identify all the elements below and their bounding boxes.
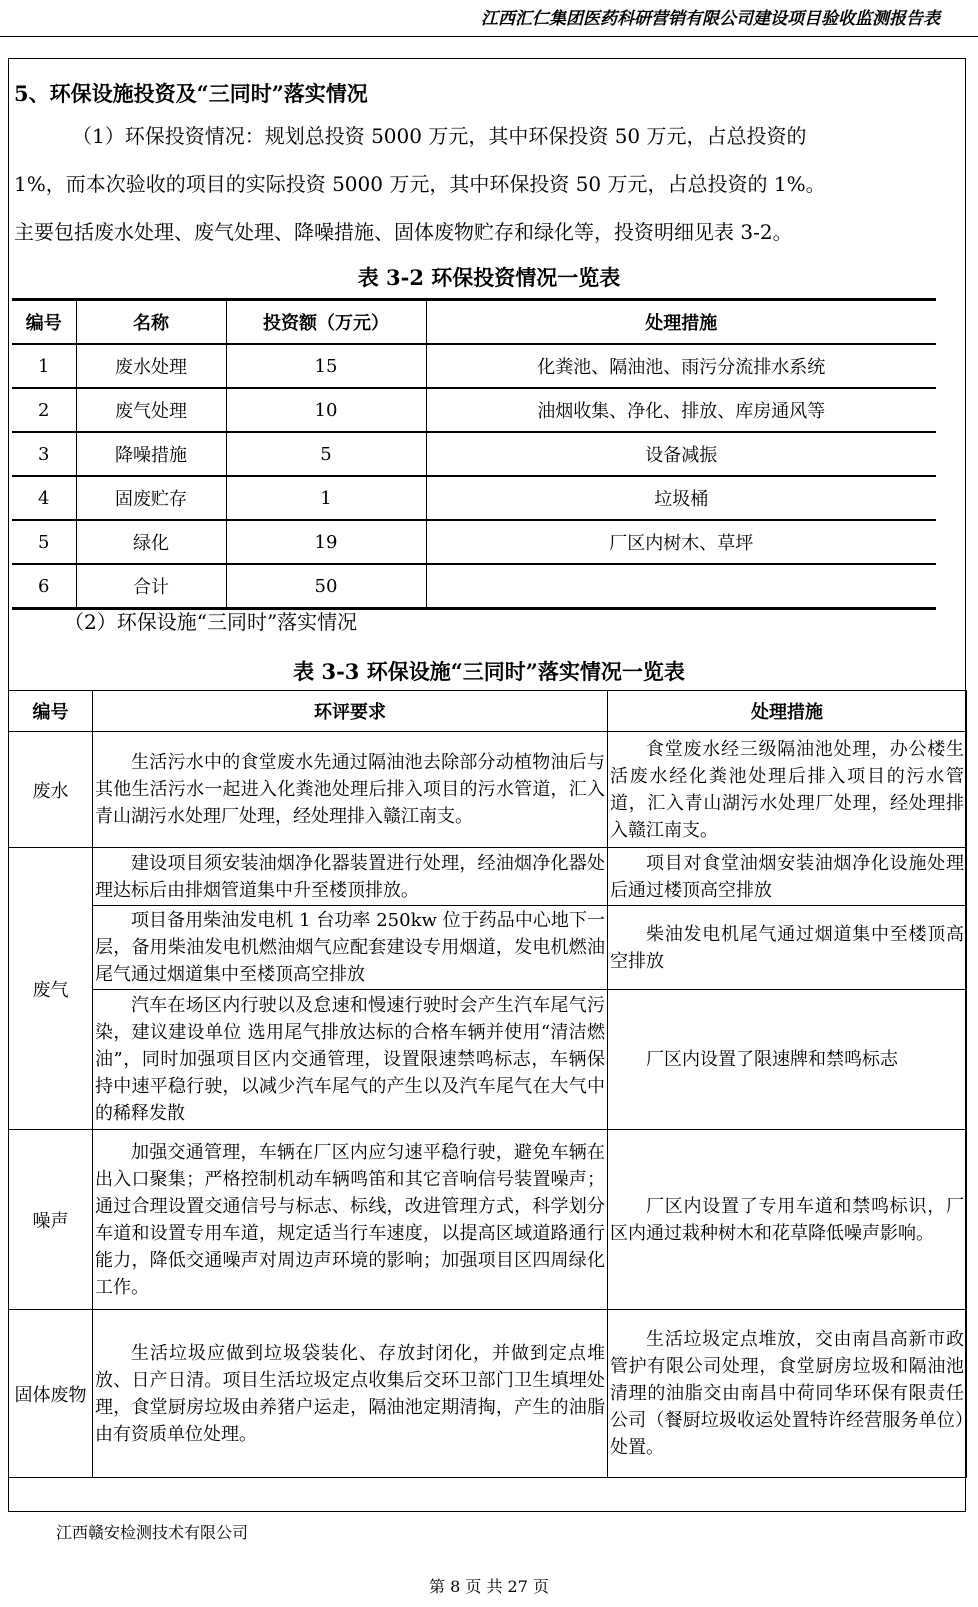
- report-header-title: 江西汇仁集团医药科研营销有限公司建设项目验收监测报告表: [481, 9, 940, 29]
- cell-measure: 厂区内树木、草坪: [426, 520, 936, 564]
- table-row: [9, 906, 967, 990]
- col-header-no: 编号: [9, 691, 93, 732]
- table-header-row: [9, 691, 967, 732]
- col-header-measure: 处理措施: [608, 691, 967, 732]
- cell-name: 合计: [76, 564, 226, 609]
- requirement-cell: 加强交通管理，车辆在厂区内应匀速平稳行驶，避免车辆在出入口聚集；严格控制机动车辆鸣笛和其它音响信号装置噪声；通过合理设置交通信号与标志、标线，改进管理方式，科学划分车道和设置专用车道，规定适当行车速度，以提高区域道路通行能力，降低交通噪声对周边声环境的影响；加强项目区四周绿化工作。: [93, 1130, 608, 1310]
- cell-amount: 19: [226, 520, 426, 564]
- table-row: [9, 1130, 967, 1310]
- cell-no: 4: [12, 476, 76, 520]
- col-header-name: 名称: [76, 300, 226, 345]
- measure-cell: 厂区内设置了专用车道和禁鸣标识，厂区内通过栽种树木和花草降低噪声影响。: [608, 1130, 967, 1310]
- cell-amount: 5: [226, 432, 426, 476]
- requirement-cell: 建设项目须安装油烟净化器装置进行处理，经油烟净化器处理达标后由排烟管道集中升至楼顶排放。: [93, 848, 608, 906]
- table-row: [12, 344, 936, 388]
- footer-company: 江西赣安检测技术有限公司: [56, 1523, 249, 1542]
- table-header-row: [12, 300, 936, 345]
- measure-cell: 食堂废水经三级隔油池处理，办公楼生活废水经化粪池处理后排入项目的污水管道，汇入青山湖污水处理厂处理，经处理排入赣江南支。: [608, 732, 967, 848]
- cell-amount: 50: [226, 564, 426, 609]
- header-rule: [0, 36, 978, 37]
- table-row: [12, 476, 936, 520]
- col-header-measure: 处理措施: [426, 300, 936, 345]
- table-row-total: [12, 564, 936, 609]
- measure-cell: 项目对食堂油烟安装油烟净化设施处理后通过楼顶高空排放: [608, 848, 967, 906]
- requirement-cell: 生活垃圾应做到垃圾袋装化、存放封闭化，并做到定点堆放、日产日清。项目生活垃圾定点收集后交环卫部门卫生填埋处理，食堂厨房垃圾由养猪户运走，隔油池定期清掏，产生的油脂由有资质单位处理。: [93, 1310, 608, 1478]
- col-header-requirement: 环评要求: [93, 691, 608, 732]
- cell-name: 降噪措施: [76, 432, 226, 476]
- investment-line-2: 1%，而本次验收的项目的实际投资 5000 万元，其中环保投资 50 万元，占总投资的 1%。: [14, 172, 826, 196]
- investment-table: [12, 298, 936, 610]
- cell-name: 绿化: [76, 520, 226, 564]
- col-header-no: 编号: [12, 300, 76, 345]
- table-row: [12, 432, 936, 476]
- cell-name: 废水处理: [76, 344, 226, 388]
- investment-line-3: 主要包括废水处理、废气处理、降噪措施、固体废物贮存和绿化等，投资明细见表 3-2。: [14, 220, 793, 244]
- category-cell: 废气: [9, 848, 93, 1130]
- table-row: [9, 848, 967, 906]
- table-3-2-caption: 表 3-2 环保投资情况一览表: [357, 265, 621, 290]
- cell-measure: [426, 564, 936, 609]
- cell-amount: 15: [226, 344, 426, 388]
- cell-no: 5: [12, 520, 76, 564]
- cell-name: 废气处理: [76, 388, 226, 432]
- requirement-cell: 项目备用柴油发电机 1 台功率 250kw 位于药品中心地下一层，备用柴油发电机燃油烟气应配套建设专用烟道，发电机燃油尾气通过烟道集中至楼顶高空排放: [93, 906, 608, 990]
- table-row: [12, 388, 936, 432]
- cell-measure: 油烟收集、净化、排放、库房通风等: [426, 388, 936, 432]
- three-simultaneous-heading: （2）环保设施“三同时”落实情况: [64, 610, 358, 634]
- table-row: [12, 520, 936, 564]
- category-cell: 固体废物: [9, 1310, 93, 1478]
- cell-no: 6: [12, 564, 76, 609]
- cell-no: 3: [12, 432, 76, 476]
- page-number: 第 8 页 共 27 页: [429, 1577, 549, 1596]
- investment-line-1: （1）环保投资情况：规划总投资 5000 万元，其中环保投资 50 万元，占总投资的: [72, 124, 807, 148]
- category-cell: 废水: [9, 732, 93, 848]
- cell-no: 2: [12, 388, 76, 432]
- category-cell: 噪声: [9, 1130, 93, 1310]
- three-simultaneous-table: [8, 690, 967, 1478]
- table-row: [9, 990, 967, 1130]
- measure-cell: 厂区内设置了限速牌和禁鸣标志: [608, 990, 967, 1130]
- cell-measure: 垃圾桶: [426, 476, 936, 520]
- table-row: [9, 1310, 967, 1478]
- cell-no: 1: [12, 344, 76, 388]
- requirement-cell: 生活污水中的食堂废水先通过隔油池去除部分动植物油后与其他生活污水一起进入化粪池处理后排入项目的污水管道，汇入青山湖污水处理厂处理，经处理排入赣江南支。: [93, 732, 608, 848]
- cell-measure: 设备减振: [426, 432, 936, 476]
- requirement-cell: 汽车在场区内行驶以及怠速和慢速行驶时会产生汽车尾气污染，建议建设单位 选用尾气排放达标的合格车辆并使用“清洁燃油”，同时加强项目区内交通管理，设置限速禁鸣标志，车辆保持中速平稳行驶，以减少汽车尾气的产生以及汽车尾气在大气中的稀释发散: [93, 990, 608, 1130]
- measure-cell: 生活垃圾定点堆放，交由南昌高新市政管护有限公司处理，食堂厨房垃圾和隔油池清理的油脂交由南昌中荷同华环保有限责任公司（餐厨垃圾收运处置特许经营服务单位）处置。: [608, 1310, 967, 1478]
- cell-amount: 1: [226, 476, 426, 520]
- measure-cell: 柴油发电机尾气通过烟道集中至楼顶高空排放: [608, 906, 967, 990]
- col-header-amount: 投资额（万元）: [226, 300, 426, 345]
- cell-amount: 10: [226, 388, 426, 432]
- investment-paragraph: [14, 112, 964, 256]
- cell-name: 固废贮存: [76, 476, 226, 520]
- cell-measure: 化粪池、隔油池、雨污分流排水系统: [426, 344, 936, 388]
- table-3-3-caption: 表 3-3 环保设施“三同时”落实情况一览表: [293, 659, 685, 684]
- section-title: 5、环保设施投资及“三同时”落实情况: [14, 81, 368, 106]
- table-row: [9, 732, 967, 848]
